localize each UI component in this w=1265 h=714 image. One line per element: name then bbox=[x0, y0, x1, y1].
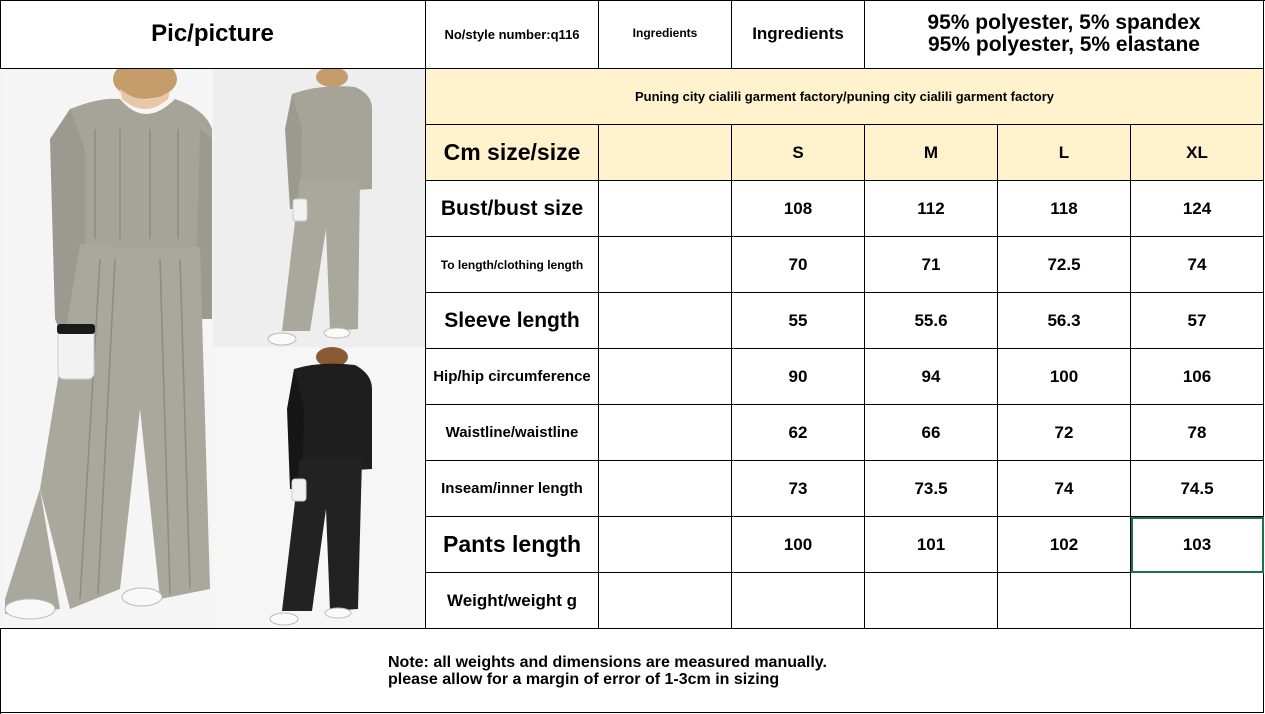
size-m-label: M bbox=[923, 142, 939, 162]
row-label: Sleeve length bbox=[444, 308, 580, 332]
size-header-label-cell[interactable] bbox=[426, 125, 599, 181]
note-line-2: please allow for a margin of error of 1-3cm in sizing bbox=[388, 671, 780, 688]
row-label-cell[interactable] bbox=[426, 237, 599, 293]
value: 62 bbox=[788, 422, 808, 442]
size-l-header[interactable] bbox=[998, 125, 1131, 181]
row-label: Waistline/waistline bbox=[445, 424, 579, 441]
product-photos bbox=[0, 69, 425, 628]
row-blank-cell[interactable] bbox=[599, 461, 732, 517]
size-s-label: S bbox=[792, 142, 804, 162]
value-cell[interactable] bbox=[865, 237, 998, 293]
factory-banner[interactable] bbox=[426, 69, 1264, 125]
composition-line-2: 95% polyester, 5% elastane bbox=[928, 33, 1200, 56]
value: 74.5 bbox=[1180, 478, 1214, 498]
value-cell[interactable] bbox=[1131, 573, 1264, 629]
size-header-blank-cell[interactable] bbox=[599, 125, 732, 181]
selected-value-cell[interactable] bbox=[1131, 517, 1264, 573]
value-cell[interactable] bbox=[865, 293, 998, 349]
size-l-label: L bbox=[1058, 142, 1070, 162]
row-blank-cell[interactable] bbox=[599, 181, 732, 237]
value: 102 bbox=[1049, 534, 1079, 554]
row-label-cell[interactable] bbox=[426, 293, 599, 349]
size-xl-header[interactable] bbox=[1131, 125, 1264, 181]
ingredients-label: Ingredients bbox=[752, 24, 844, 43]
value-cell[interactable] bbox=[865, 573, 998, 629]
row-blank-cell[interactable] bbox=[599, 405, 732, 461]
value-cell[interactable] bbox=[732, 237, 865, 293]
row-label: Weight/weight g bbox=[446, 590, 577, 610]
value: 101 bbox=[916, 534, 946, 554]
size-xl-label: XL bbox=[1186, 142, 1208, 162]
value-cell[interactable] bbox=[732, 349, 865, 405]
value-cell[interactable] bbox=[865, 517, 998, 573]
value: 55.6 bbox=[914, 310, 948, 330]
row-label-cell[interactable] bbox=[426, 461, 599, 517]
composition-cell[interactable] bbox=[865, 0, 1264, 69]
note-line-1: Note: all weights and dimensions are measured manually. bbox=[388, 654, 827, 671]
value-cell[interactable] bbox=[998, 181, 1131, 237]
value-cell[interactable] bbox=[998, 349, 1131, 405]
ingredients-label-cell[interactable] bbox=[732, 0, 865, 69]
value-cell[interactable] bbox=[1131, 461, 1264, 517]
value: 56.3 bbox=[1047, 310, 1081, 330]
value-cell[interactable] bbox=[998, 237, 1131, 293]
value-cell[interactable] bbox=[865, 349, 998, 405]
row-blank-cell[interactable] bbox=[599, 573, 732, 629]
style-number: No/style number:q116 bbox=[444, 26, 580, 42]
value-cell[interactable] bbox=[732, 517, 865, 573]
pic-label: Pic/picture bbox=[151, 20, 274, 47]
value: 78 bbox=[1187, 422, 1207, 442]
value: 124 bbox=[1182, 198, 1212, 218]
value: 112 bbox=[917, 198, 945, 218]
note-text bbox=[388, 654, 827, 688]
value: 103 bbox=[1182, 534, 1212, 554]
value-cell[interactable] bbox=[1131, 349, 1264, 405]
row-label-cell[interactable] bbox=[426, 517, 599, 573]
row-blank-cell[interactable] bbox=[599, 293, 732, 349]
value-cell[interactable] bbox=[865, 181, 998, 237]
value-cell[interactable] bbox=[865, 405, 998, 461]
value-cell[interactable] bbox=[732, 461, 865, 517]
row-label-cell[interactable] bbox=[426, 349, 599, 405]
size-m-header[interactable] bbox=[865, 125, 998, 181]
value-cell[interactable] bbox=[1131, 293, 1264, 349]
factory-name: Puning city cialili garment factory/puning city cialili garment factory bbox=[635, 89, 1054, 104]
size-s-header[interactable] bbox=[732, 125, 865, 181]
value-cell[interactable] bbox=[1131, 237, 1264, 293]
value-cell[interactable] bbox=[732, 293, 865, 349]
value-cell[interactable] bbox=[998, 405, 1131, 461]
value: 90 bbox=[788, 366, 808, 386]
row-label: Pants length bbox=[442, 531, 581, 557]
row-label: Inseam/inner length bbox=[441, 480, 583, 497]
value: 73.5 bbox=[914, 478, 948, 498]
value-cell[interactable] bbox=[998, 461, 1131, 517]
row-blank-cell[interactable] bbox=[599, 517, 732, 573]
value: 73 bbox=[788, 478, 808, 498]
value: 108 bbox=[783, 198, 813, 218]
row-label-cell[interactable] bbox=[426, 573, 599, 629]
row-label: To length/clothing length bbox=[440, 257, 584, 272]
value: 118 bbox=[1050, 198, 1078, 218]
value: 57 bbox=[1187, 310, 1207, 330]
pic-label-cell[interactable] bbox=[0, 0, 426, 69]
value: 66 bbox=[921, 422, 941, 442]
size-header-label: Cm size/size bbox=[443, 139, 581, 165]
value-cell[interactable] bbox=[1131, 181, 1264, 237]
value: 74 bbox=[1054, 478, 1074, 498]
composition-line-1: 95% polyester, 5% spandex bbox=[927, 11, 1201, 34]
value: 55 bbox=[788, 310, 808, 330]
value: 72 bbox=[1054, 422, 1074, 442]
value-cell[interactable] bbox=[998, 573, 1131, 629]
value-cell[interactable] bbox=[998, 517, 1131, 573]
value: 74 bbox=[1187, 254, 1207, 274]
value-cell[interactable] bbox=[732, 181, 865, 237]
value-cell[interactable] bbox=[865, 461, 998, 517]
value: 94 bbox=[921, 366, 941, 386]
row-blank-cell[interactable] bbox=[599, 237, 732, 293]
value: 100 bbox=[783, 534, 813, 554]
value-cell[interactable] bbox=[732, 405, 865, 461]
ingredients-small-label: Ingredients bbox=[632, 26, 698, 40]
value: 72.5 bbox=[1047, 254, 1081, 274]
value-cell[interactable] bbox=[732, 573, 865, 629]
value: 100 bbox=[1049, 366, 1079, 386]
row-label: Bust/bust size bbox=[440, 196, 584, 220]
value: 71 bbox=[921, 254, 941, 274]
value: 106 bbox=[1182, 366, 1212, 386]
style-number-cell[interactable] bbox=[426, 0, 599, 69]
value-cell[interactable] bbox=[1131, 405, 1264, 461]
row-label-cell[interactable] bbox=[426, 181, 599, 237]
value-cell[interactable] bbox=[998, 293, 1131, 349]
row-label-cell[interactable] bbox=[426, 405, 599, 461]
ingredients-small-cell[interactable] bbox=[599, 0, 732, 69]
row-blank-cell[interactable] bbox=[599, 349, 732, 405]
value: 70 bbox=[788, 254, 808, 274]
row-label: Hip/hip circumference bbox=[433, 368, 591, 385]
product-photo-cell[interactable] bbox=[0, 69, 426, 629]
